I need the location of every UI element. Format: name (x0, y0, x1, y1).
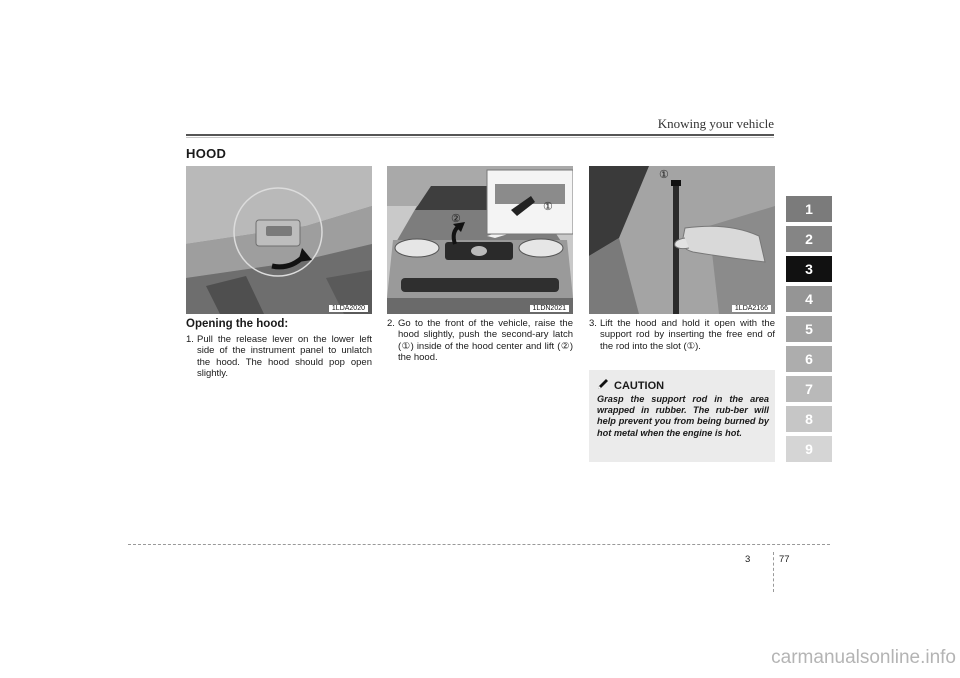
step-number: 2. (387, 318, 395, 329)
photo-release-lever (186, 166, 372, 314)
chapter-tab-6[interactable] (786, 346, 832, 372)
car-front-illustration (387, 166, 573, 314)
caution-title: CAUTION (614, 380, 665, 392)
callout-slot: ① (659, 169, 669, 181)
chapter-tab-3[interactable] (786, 256, 832, 282)
page-chapter: 3 (745, 554, 751, 565)
caution-heading (597, 378, 664, 392)
step-number: 3. (589, 318, 597, 329)
figure-code: 1LDN2021 (530, 305, 569, 312)
pencil-icon (597, 378, 609, 390)
step-3 (589, 318, 775, 352)
chapter-tab-9[interactable] (786, 436, 832, 462)
figure-code: 1LDA2020 (329, 305, 368, 312)
tab-label: 1 (805, 201, 813, 217)
header-rule (186, 134, 774, 136)
tab-label: 3 (805, 261, 813, 277)
tab-label: 9 (805, 441, 813, 457)
sub-heading-opening-hood: Opening the hood: (186, 318, 289, 330)
watermark: carmanualsonline.info (771, 647, 956, 668)
tab-label: 8 (805, 411, 813, 427)
tab-label: 2 (805, 231, 813, 247)
tab-label: 5 (805, 321, 813, 337)
tab-label: 4 (805, 291, 813, 307)
release-lever-illustration (186, 166, 372, 314)
photo-car-front (387, 166, 573, 314)
chapter-tab-8[interactable] (786, 406, 832, 432)
step-text: Lift the hood and hold it open with the support rod by inserting the free end of the rod into the slot (①). (600, 318, 775, 352)
chapter-tab-4[interactable] (786, 286, 832, 312)
footer-rule (128, 544, 830, 545)
tab-label: 6 (805, 351, 813, 367)
running-header: Knowing your vehicle (657, 116, 774, 131)
caution-box (589, 370, 775, 462)
header-rule-thin (186, 137, 774, 138)
step-1 (186, 334, 372, 380)
section-heading: HOOD (186, 146, 227, 161)
chapter-tab-2[interactable] (786, 226, 832, 252)
chapter-tab-1[interactable] (786, 196, 832, 222)
step-2 (387, 318, 573, 364)
callout-lift: ② (451, 213, 461, 225)
footer-divider (773, 552, 774, 592)
chapter-tab-7[interactable] (786, 376, 832, 402)
step-number: 1. (186, 334, 194, 345)
chapter-tab-5[interactable] (786, 316, 832, 342)
photo-support-rod (589, 166, 775, 314)
figure-code: 1LDA2166 (732, 305, 771, 312)
page-number: 77 (779, 554, 790, 565)
support-rod-illustration (589, 166, 775, 314)
callout-latch: ① (543, 201, 553, 213)
tab-label: 7 (805, 381, 813, 397)
step-text: Go to the front of the vehicle, raise the hood slightly, push the second-ary latch (①) inside of the hood center and lift (②) the hood. (398, 318, 573, 364)
step-text: Pull the release lever on the lower left side of the instrument panel to unlatch the hood. The hood should pop open slightly. (197, 334, 372, 380)
caution-text: Grasp the support rod in the area wrapped in rubber. The rub-ber will help prevent you from being burned by hot metal when the engine is hot. (597, 394, 769, 438)
